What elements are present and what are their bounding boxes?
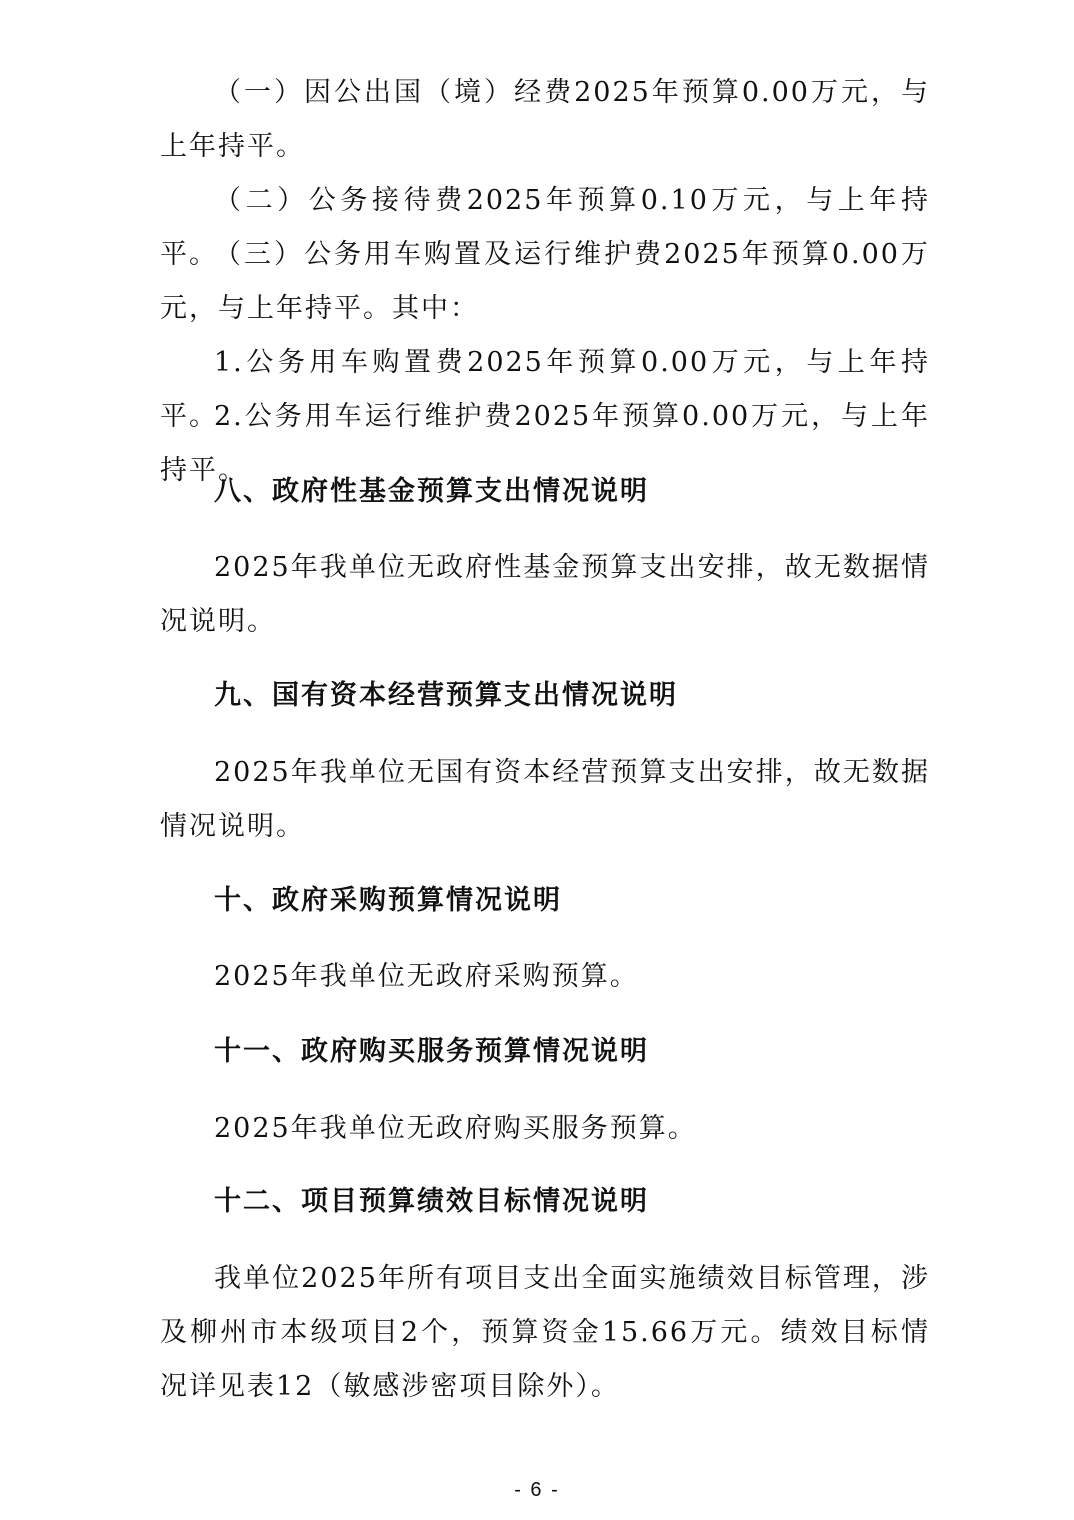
section-heading-9: 九、国有资本经营预算支出情况说明	[214, 680, 678, 711]
section-heading-10: 十、政府采购预算情况说明	[214, 885, 562, 916]
section-heading-12: 十二、项目预算绩效目标情况说明	[214, 1186, 649, 1217]
section-body-8: 2025年我单位无政府性基金预算支出安排，故无数据情况说明。	[160, 552, 930, 637]
paragraph-reception-budget: （二）公务接待费2025年预算0.10万元，与上年持平。	[160, 185, 930, 270]
section-body-9: 2025年我单位无国有资本经营预算支出安排，故无数据情况说明。	[160, 757, 930, 842]
paragraph-overseas-travel-budget: （一）因公出国（境）经费2025年预算0.00万元，与上年持平。	[160, 77, 930, 162]
paragraph-vehicle-maintenance: 2.公务用车运行维护费2025年预算0.00万元，与上年持平。	[160, 401, 930, 486]
section-heading-8: 八、政府性基金预算支出情况说明	[214, 476, 649, 507]
paragraph-vehicle-budget: （三）公务用车购置及运行维护费2025年预算0.00万元，与上年持平。其中：	[160, 239, 930, 324]
section-body-10: 2025年我单位无政府采购预算。	[214, 961, 639, 992]
section-heading-11: 十一、政府购买服务预算情况说明	[214, 1036, 649, 1067]
paragraph-vehicle-purchase: 1.公务用车购置费2025年预算0.00万元，与上年持平。	[160, 347, 930, 432]
page-number: - 6 -	[514, 1479, 560, 1501]
section-body-12: 我单位2025年所有项目支出全面实施绩效目标管理，涉及柳州市本级项目2个，预算资金15.66万元。绩效目标情况详见表12（敏感涉密项目除外）。	[160, 1263, 930, 1402]
section-body-11: 2025年我单位无政府购买服务预算。	[214, 1113, 697, 1144]
